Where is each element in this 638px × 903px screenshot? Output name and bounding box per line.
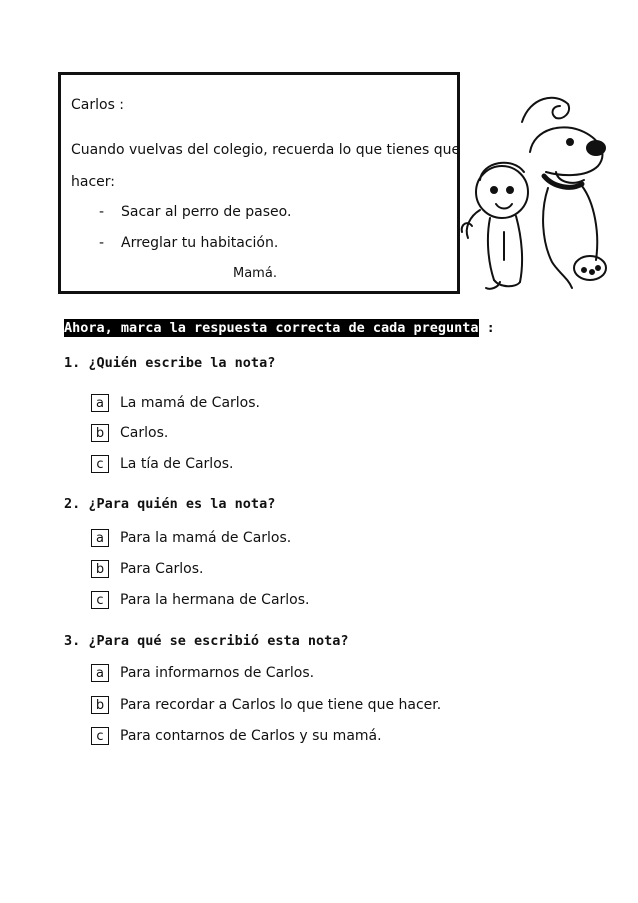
instruction-suffix: : bbox=[478, 320, 495, 336]
option-text: Para la mamá de Carlos. bbox=[120, 530, 292, 546]
note-item bbox=[99, 235, 278, 251]
option-letter-box[interactable]: b bbox=[91, 424, 109, 442]
note-item-dash: - bbox=[99, 235, 105, 251]
option-text: Para la hermana de Carlos. bbox=[120, 592, 310, 608]
option-text: La tía de Carlos. bbox=[120, 456, 234, 472]
note-item-text: Sacar al perro de paseo. bbox=[121, 204, 292, 220]
option-letter-box[interactable]: c bbox=[91, 591, 109, 609]
option-text: Para recordar a Carlos lo que tiene que hacer. bbox=[120, 697, 442, 713]
question-3: 3. ¿Para qué se escribió esta nota? bbox=[64, 633, 349, 649]
question-2: 2. ¿Para quién es la nota? bbox=[64, 496, 276, 512]
option-letter-box[interactable]: b bbox=[91, 560, 109, 578]
boy-and-dog-illustration bbox=[460, 92, 620, 292]
option-text: Para informarnos de Carlos. bbox=[120, 665, 315, 681]
option-text: Carlos. bbox=[120, 425, 169, 441]
note-item bbox=[99, 204, 291, 220]
option-letter-box[interactable]: c bbox=[91, 727, 109, 745]
instruction-highlight: Ahora, marca la respuesta correcta de cada pregunta bbox=[64, 320, 479, 336]
option-letter-box[interactable]: a bbox=[91, 664, 109, 682]
note-line-2: hacer: bbox=[71, 174, 115, 190]
note-item-text: Arreglar tu habitación. bbox=[121, 235, 279, 251]
note-line-1: Cuando vuelvas del colegio, recuerda lo que tienes que bbox=[71, 142, 461, 158]
option-letter-box[interactable]: a bbox=[91, 394, 109, 412]
question-1: 1. ¿Quién escribe la nota? bbox=[64, 355, 276, 371]
option-letter-box[interactable]: c bbox=[91, 455, 109, 473]
note-signature: Mamá. bbox=[233, 266, 277, 281]
option-letter-box[interactable]: a bbox=[91, 529, 109, 547]
option-text: Para contarnos de Carlos y su mamá. bbox=[120, 728, 382, 744]
note-greeting: Carlos : bbox=[71, 97, 125, 113]
instruction bbox=[64, 320, 495, 336]
option-text: La mamá de Carlos. bbox=[120, 395, 260, 411]
option-text: Para Carlos. bbox=[120, 561, 204, 577]
note-box bbox=[58, 72, 460, 294]
note-item-dash: - bbox=[99, 204, 105, 220]
option-letter-box[interactable]: b bbox=[91, 696, 109, 714]
